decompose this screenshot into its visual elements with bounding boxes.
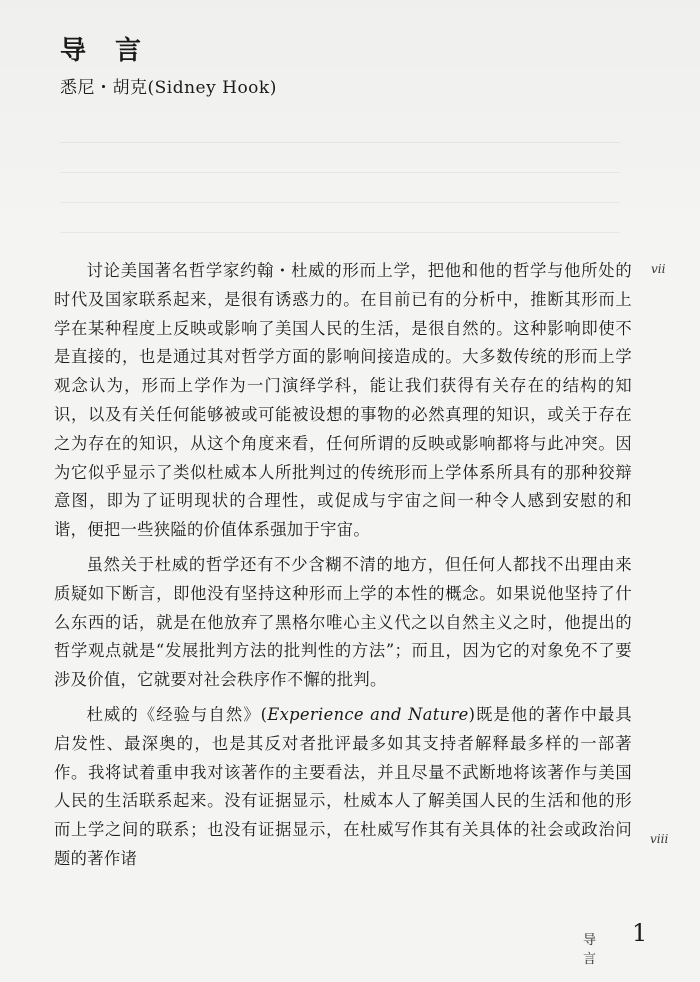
margin-page-marker: viii [650, 832, 669, 846]
bleed-through-line [60, 142, 620, 143]
paragraph [54, 551, 632, 695]
paragraph [54, 257, 632, 545]
paragraph-text: )既是他的著作中最具启发性、最深奥的，也是其反对者批评最多如其支持者解释最多样的一部著作。我将试着重申我对该著作的主要看法，并且尽量不武断地将该著作与美国人民的生活联系起来。没有证据显示，杜威本人了解美国人民的生活和他的形而上学之间的联系；也没有证据显示，在杜威写作其有关具体的社会或政治问题的著作诸 [54, 704, 633, 868]
page-number: 1 [632, 919, 648, 947]
bleed-through-line [60, 232, 620, 233]
book-title-italic: Experience and Nature [267, 704, 469, 724]
paragraph-text: 杜威的《经验与自然》( [86, 704, 268, 724]
bleed-through-line [60, 172, 620, 173]
body-text [54, 257, 632, 880]
bleed-through-line [60, 202, 620, 203]
running-footer-label: 导 言 [583, 933, 602, 967]
paragraph-text: 讨论美国著名哲学家约翰・杜威的形而上学，把他和他的哲学与他所处的时代及国家联系起来，是很有诱惑力的。在目前已有的分析中，推断其形而上学在某种程度上反映或影响了美国人民的生活，是很自然的。这种影响即使不是直接的，也是通过其对哲学方面的影响间接造成的。大多数传统的形而上学观念认为，形而上学作为一门演绎学科，能让我们获得有关存在的结构的知识，以及有关任何能够被或可能被设想的事物的必然真理的知识，或关于存在之为存在的知识，从这个角度来看，任何所谓的反映或影响都将与此冲突。因为它似乎显示了类似杜威本人所批判过的传统形而上学体系所具有的那种狡辩意图，即为了证明现状的合理性，或促成与宇宙之间一种令人感到安慰的和谐，便把一些狭隘的价值体系强加于宇宙。 [54, 261, 632, 540]
paragraph [54, 701, 632, 874]
chapter-author: 悉尼・胡克(Sidney Hook) [60, 78, 277, 98]
margin-page-marker: vii [651, 262, 666, 276]
chapter-title: 导 言 [60, 36, 152, 66]
paragraph-text: 虽然关于杜威的哲学还有不少含糊不清的地方，但任何人都找不出理由来质疑如下断言，即他没有坚持这种形而上学的本性的概念。如果说他坚持了什么东西的话，就是在他放弃了黑格尔唯心主义代之以自然主义之时，他提出的哲学观点就是“发展批判方法的批判性的方法”；而且，因为它的对象免不了要涉及价值，它就要对社会秩序作不懈的批判。 [54, 554, 632, 690]
